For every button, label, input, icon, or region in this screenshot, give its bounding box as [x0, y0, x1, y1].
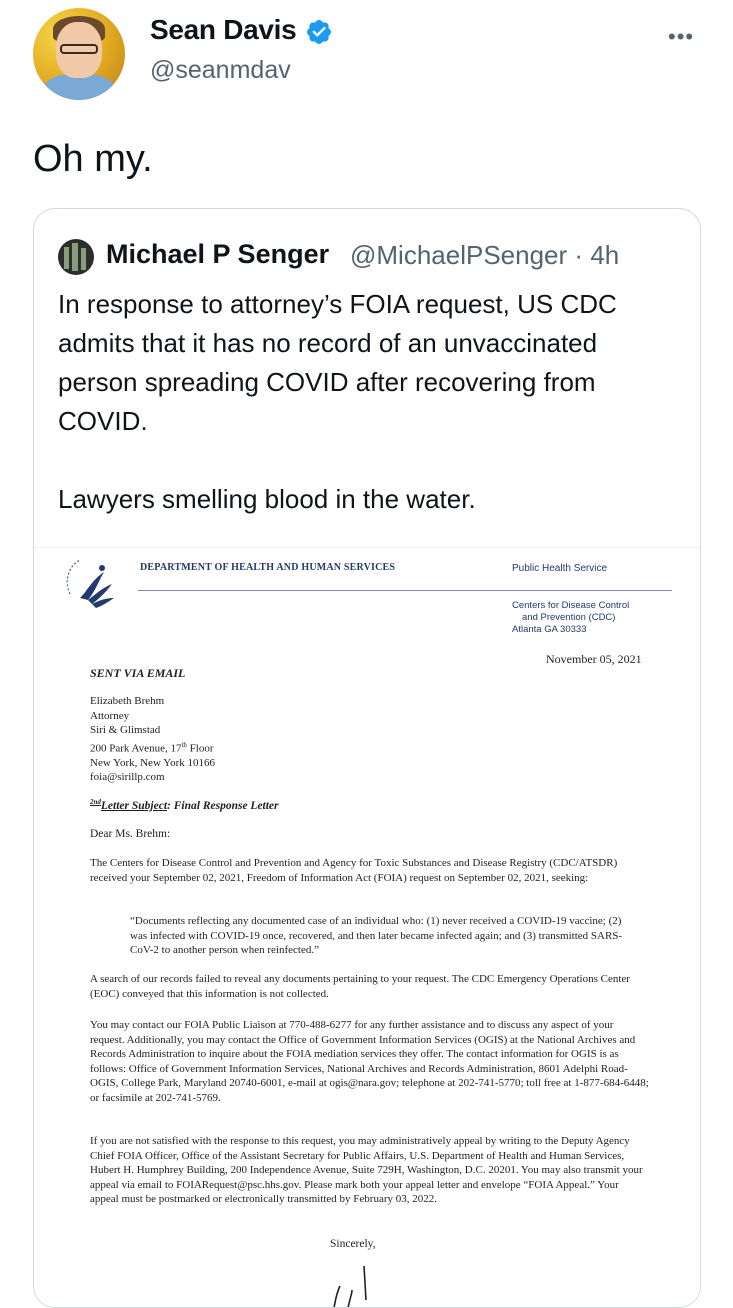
meta-separator: · — [574, 240, 584, 270]
agency-line: Centers for Disease Control — [512, 600, 630, 611]
recipient-email: foia@sirillp.com — [90, 771, 165, 784]
quoted-paragraph: Lawyers smelling blood in the water. — [58, 484, 476, 514]
tweet-text: Oh my. — [33, 138, 153, 180]
letterhead-department: DEPARTMENT OF HEALTH AND HUMAN SERVICES — [140, 562, 396, 573]
letterhead-rule — [138, 590, 672, 591]
quoted-author-handle[interactable]: @MichaelPSenger — [350, 240, 568, 270]
hhs-eagle-logo-icon — [62, 554, 124, 614]
letter-quote: “Documents reflecting any documented case of an individual who: (1) never received a COVID-19 vaccine; (2) was infected with COVID-19 once, recovered, and then later became infected again; and (3) transmitted SARS-CoV-2 to another person when reinfected.” — [130, 915, 623, 956]
quoted-tweet-time[interactable]: 4h — [590, 240, 620, 270]
letter-date: November 05, 2021 — [546, 652, 642, 666]
quoted-paragraph: In response to attorney’s FOIA request, US CDC admits that it has no record of an unvaccinated person spreading COVID after recovering from COVID. — [58, 289, 617, 436]
author-name[interactable]: Sean Davis — [150, 14, 297, 45]
author-avatar[interactable] — [33, 8, 125, 100]
recipient-name: Elizabeth Brehm — [90, 695, 165, 707]
signature-image — [326, 1260, 406, 1308]
quoted-tweet-text — [58, 285, 678, 519]
quoted-tweet-card[interactable] — [33, 208, 701, 1308]
letter-paragraph: If you are not satisfied with the response to this request, you may administratively appeal by writing to the Deputy Agency Chief FOIA Officer, Office of the Assistant Secretary for Public Affairs, U.S. Department of Health and Human Services, Hubert H. Humphrey Building, 200 Independence Avenue, Suite 729H, Washington, D.C. 20201. You may also transmit your appeal via email to FOIARequest@psc.hhs.gov. Please mark both your appeal letter and envelope “FOIA Appeal.” Your appeal must be postmarked or electronically transmitted by February 03, 2022. — [90, 1135, 643, 1205]
letter-paragraph: A search of our records failed to reveal any documents pertaining to your request. The CDC Emergency Operations Center (EOC) conveyed that this information is not collected. — [90, 973, 630, 1000]
quoted-author-name[interactable]: Michael P Senger — [106, 239, 330, 269]
sent-via-email: SENT VIA EMAIL — [90, 666, 186, 680]
letter-paragraph: You may contact our FOIA Public Liaison at 770-488-6277 for any further assistance and to discuss any aspect of your request. Additionally, you may contact the Office of Government Information Services (OGIS) at the National Archives and Records Administration to inquire about the FOIA mediation services they offer. The contact information for OGIS is as follows: Office of Government Information Services, National Archives and Records Administration, 8601 Adelphi Road-OGIS, College Park, Maryland 20740-6001, e-mail at ogis@nara.gov; telephone at 202-741-5770; toll free at 1-877-684-6448; or facsimile at 202-741-5769. — [90, 1019, 649, 1104]
letter-closing: Sincerely, — [330, 1238, 376, 1250]
quoted-author-meta — [350, 240, 619, 271]
agency-line: Atlanta GA 30333 — [512, 624, 587, 635]
recipient-street: 200 Park Avenue, 17th Floor — [90, 740, 214, 755]
recipient-address — [90, 694, 215, 785]
verified-badge-icon — [305, 18, 333, 46]
salutation: Dear Ms. Brehm: — [90, 828, 171, 840]
recipient-city: New York, New York 10166 — [90, 756, 215, 769]
letter-paragraph: The Centers for Disease Control and Prevention and Agency for Toxic Substances and Disease Registry (CDC/ATSDR) received your September 02, 2021, Freedom of Information Act (FOIA) request on September 02, 2021, seeking: — [90, 857, 618, 884]
recipient-title: Attorney — [90, 709, 130, 722]
letterhead-service: Public Health Service — [512, 563, 608, 574]
author-handle[interactable]: @seanmdav — [150, 56, 291, 84]
attached-letter-image[interactable] — [34, 547, 701, 1308]
letter-subject: $^{2nd}$Letter Subject: Final Response Letter — [90, 798, 279, 812]
quoted-author-avatar[interactable] — [58, 239, 94, 275]
recipient-firm: Siri & Glimstad — [90, 724, 161, 736]
letterhead-agency — [512, 600, 629, 636]
agency-line: and Prevention (CDC) — [522, 612, 616, 623]
more-options-icon[interactable]: ••• — [668, 24, 695, 49]
